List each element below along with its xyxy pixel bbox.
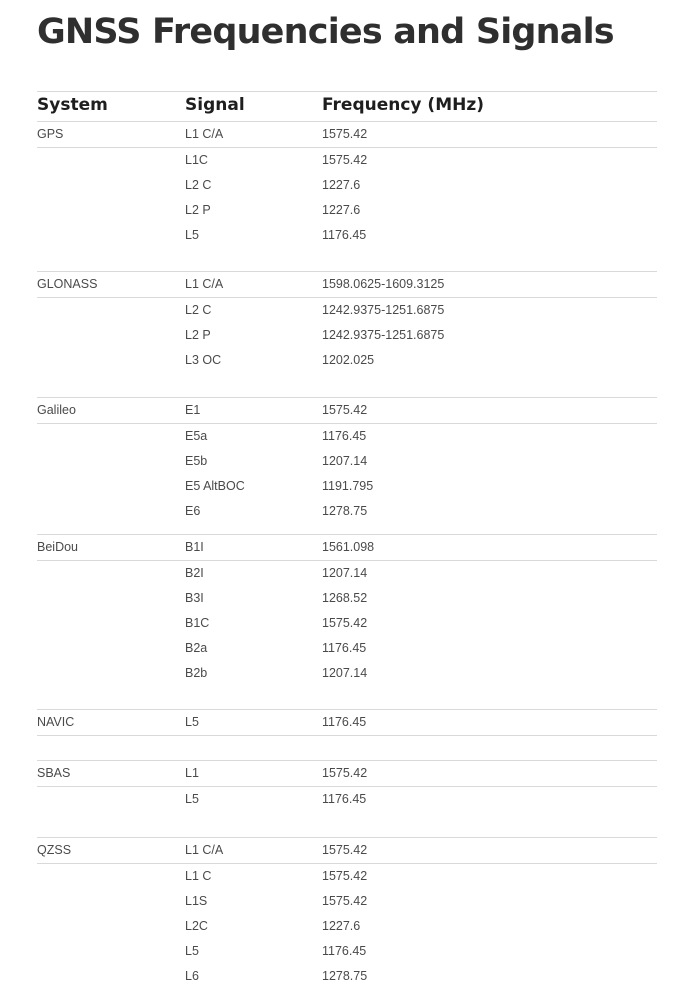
signal-cell: L1 bbox=[185, 766, 199, 780]
signal-cell: L1 C/A bbox=[185, 277, 224, 291]
signal-cell: E5a bbox=[185, 429, 208, 443]
system-cell: BeiDou bbox=[37, 540, 78, 554]
frequency-cell: 1227.6 bbox=[322, 178, 361, 192]
frequency-cell: 1575.42 bbox=[322, 616, 368, 630]
group-first-row-rule bbox=[37, 786, 657, 787]
system-cell: NAVIC bbox=[37, 715, 75, 729]
group-first-row-rule bbox=[37, 735, 657, 736]
frequency-cell: 1278.75 bbox=[322, 969, 368, 983]
group-first-row-rule bbox=[37, 560, 657, 561]
group-first-row-rule bbox=[37, 863, 657, 864]
signal-cell: L1S bbox=[185, 894, 208, 908]
frequency-cell: 1176.45 bbox=[322, 944, 367, 958]
frequency-cell: 1176.45 bbox=[322, 641, 367, 655]
signal-cell: E1 bbox=[185, 403, 201, 417]
signal-cell: L1C bbox=[185, 153, 208, 167]
signal-cell: E6 bbox=[185, 504, 201, 518]
signal-cell: L5 bbox=[185, 228, 199, 242]
signal-cell: L1 C/A bbox=[185, 843, 224, 857]
signal-cell: L2 P bbox=[185, 203, 211, 217]
system-cell: SBAS bbox=[37, 766, 71, 780]
system-cell: QZSS bbox=[37, 843, 72, 857]
signal-cell: E5 AltBOC bbox=[185, 479, 245, 493]
signal-cell: L2 P bbox=[185, 328, 211, 342]
frequency-cell: 1202.025 bbox=[322, 353, 375, 367]
frequency-cell: 1242.9375-1251.6875 bbox=[322, 328, 445, 342]
frequency-cell: 1176.45 bbox=[322, 792, 367, 806]
frequency-cell: 1575.42 bbox=[322, 766, 368, 780]
frequency-cell: 1575.42 bbox=[322, 843, 368, 857]
signal-cell: L5 bbox=[185, 715, 199, 729]
signal-cell: L5 bbox=[185, 792, 199, 806]
signal-cell: L5 bbox=[185, 944, 199, 958]
signal-cell: L6 bbox=[185, 969, 199, 983]
frequency-cell: 1207.14 bbox=[322, 666, 368, 680]
signal-cell: B1I bbox=[185, 540, 204, 554]
frequency-cell: 1176.45 bbox=[322, 429, 367, 443]
system-cell: Galileo bbox=[37, 403, 76, 417]
group-first-row-rule bbox=[37, 423, 657, 424]
frequency-cell: 1575.42 bbox=[322, 403, 368, 417]
group-first-row-rule bbox=[37, 147, 657, 148]
header-system: System bbox=[37, 95, 108, 115]
frequency-cell: 1176.45 bbox=[322, 715, 367, 729]
frequency-cell: 1575.42 bbox=[322, 127, 368, 141]
signal-cell: E5b bbox=[185, 454, 208, 468]
frequency-cell: 1176.45 bbox=[322, 228, 367, 242]
signal-cell: B3I bbox=[185, 591, 204, 605]
frequency-cell: 1561.098 bbox=[322, 540, 375, 554]
system-cell: GPS bbox=[37, 127, 64, 141]
frequency-cell: 1207.14 bbox=[322, 454, 368, 468]
signal-cell: L2C bbox=[185, 919, 208, 933]
frequency-cell: 1242.9375-1251.6875 bbox=[322, 303, 445, 317]
signal-cell: B1C bbox=[185, 616, 210, 630]
signal-cell: L2 C bbox=[185, 178, 212, 192]
group-first-row-rule bbox=[37, 297, 657, 298]
signal-cell: B2b bbox=[185, 666, 208, 680]
header-signal: Signal bbox=[185, 95, 245, 115]
header-frequency: Frequency (MHz) bbox=[322, 95, 484, 115]
frequency-cell: 1227.6 bbox=[322, 203, 361, 217]
frequency-cell: 1227.6 bbox=[322, 919, 361, 933]
frequency-cell: 1268.52 bbox=[322, 591, 368, 605]
frequency-cell: 1278.75 bbox=[322, 504, 368, 518]
frequency-cell: 1575.42 bbox=[322, 894, 368, 908]
frequency-cell: 1207.14 bbox=[322, 566, 368, 580]
page-title: GNSS Frequencies and Signals bbox=[37, 12, 614, 52]
signal-cell: L1 C bbox=[185, 869, 212, 883]
frequency-cell: 1191.795 bbox=[322, 479, 374, 493]
signal-cell: B2a bbox=[185, 641, 208, 655]
signal-cell: L1 C/A bbox=[185, 127, 224, 141]
frequency-cell: 1575.42 bbox=[322, 869, 368, 883]
signal-cell: B2I bbox=[185, 566, 204, 580]
signal-cell: L3 OC bbox=[185, 353, 222, 367]
system-cell: GLONASS bbox=[37, 277, 98, 291]
frequency-cell: 1575.42 bbox=[322, 153, 368, 167]
signal-cell: L2 C bbox=[185, 303, 212, 317]
frequency-cell: 1598.0625-1609.3125 bbox=[322, 277, 445, 291]
